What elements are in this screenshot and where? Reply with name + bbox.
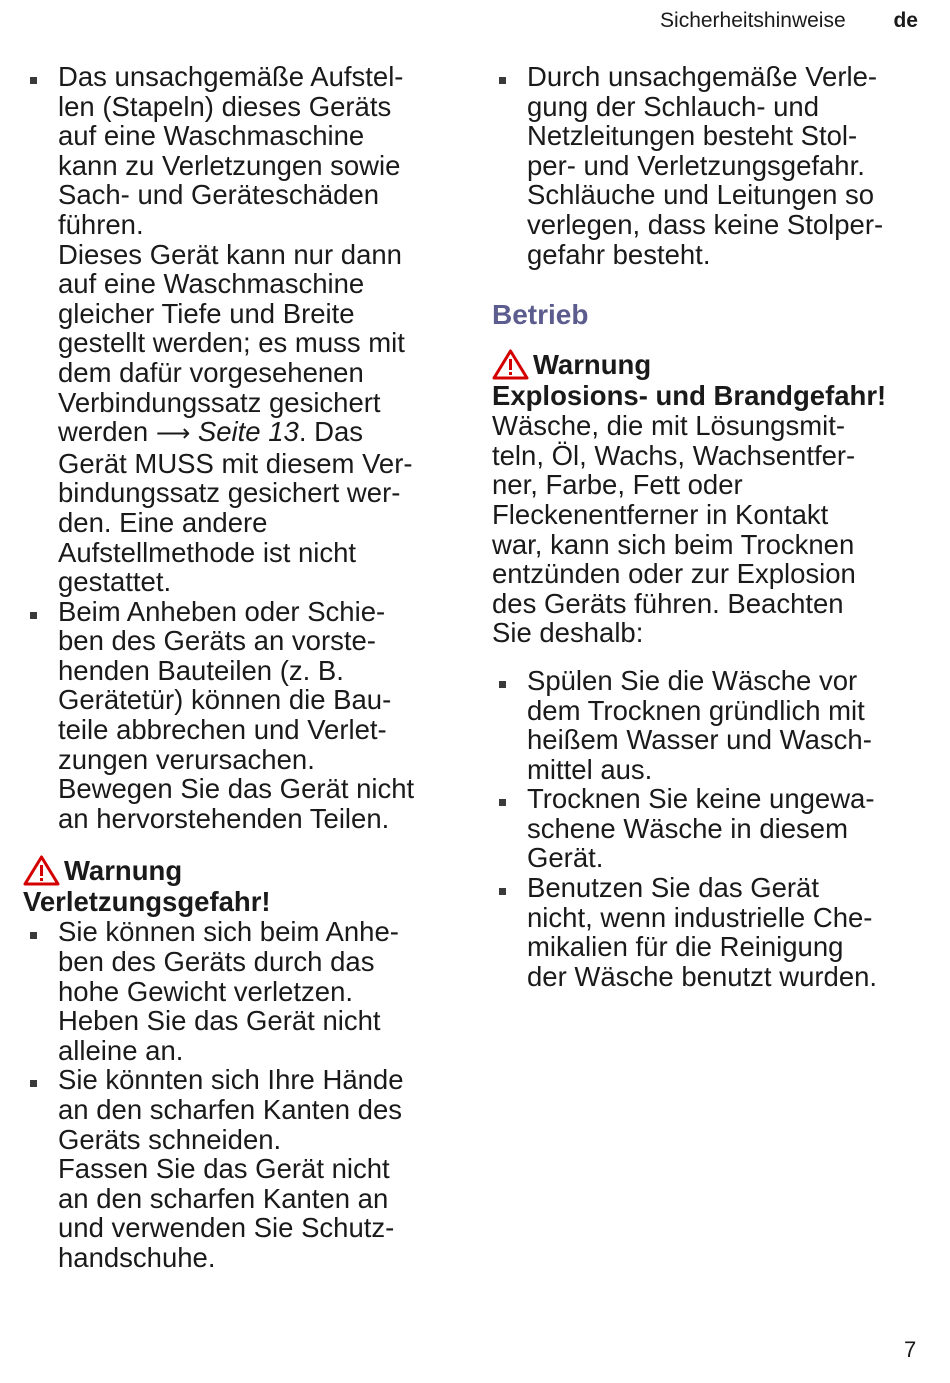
list-item-text: Durch unsachgemäße Verle- gung der Schlauch- und Netzleitungen besteht Stol- per- und Verletzungsgefahr. Schläuche und Leitungen so verlegen, dass keine Stolper- gefahr besteht. — [527, 61, 884, 270]
square-bullet-icon — [499, 681, 506, 688]
list-item-text: Beim Anheben oder Schie- ben des Geräts an vorste- henden Bauteilen (z. B. Gerätetür) können die Bau- teile abbrechen und Verlet- zungen verursachen. Bewegen Sie das Gerät nicht an hervorstehenden Teilen. — [58, 595, 415, 834]
warning-heading — [492, 349, 932, 380]
left-column — [23, 62, 463, 1273]
list-item-text: Sie könnten sich Ihre Hände an den scharfen Kanten des Geräts schneiden. Fassen Sie das Gerät nicht an den scharfen Kanten an und verwenden Sie Schutz- handschuhe. — [58, 1064, 404, 1273]
square-bullet-icon — [30, 932, 37, 939]
page-reference-link[interactable]: Seite 13 — [197, 416, 299, 448]
page-header — [660, 9, 918, 33]
list-item — [23, 597, 463, 834]
square-bullet-icon — [499, 888, 506, 895]
list-item — [492, 666, 932, 784]
list-item-text: Trocknen Sie keine ungewa- schene Wäsche in diesem Gerät. — [527, 783, 875, 874]
header-language: de — [893, 9, 918, 32]
list-item — [23, 917, 463, 1065]
warning-subtitle: Explosions- und Brandgefahr! — [492, 380, 887, 412]
list-item — [23, 1065, 463, 1272]
list-item-text: Sie können sich beim Anhe- ben des Geräts durch das hohe Gewicht verletzen. Heben Sie das Gerät nicht alleine an. — [58, 916, 399, 1066]
warning-triangle-icon — [23, 855, 60, 886]
stacking-warning-text: Das unsachgemäße Aufstel- len (Stapeln) dieses Geräts auf eine Waschmaschine kann zu Verletzungen sowie Sach- und Geräteschäden führen. Dieses Gerät kann nur dann auf eine Waschmaschine gleicher Tiefe und Breite gestellt werden; es muss mit dem dafür vorgesehenen Verbindungssatz gesichert — [58, 61, 405, 418]
page-number: 7 — [904, 1337, 917, 1362]
list-item-text: Benutzen Sie das Gerät nicht, wenn industrielle Che- mikalien für die Reinigung der Wäsche benutzt wurden. — [527, 872, 878, 992]
warning-heading — [23, 855, 463, 886]
warning-body: Wäsche, die mit Lösungsmit- teln, Öl, Wachs, Wachsentfer- ner, Farbe, Fett oder Fleckenentferner in Kontakt war, kann sich beim Trocknen entzünden oder zur Explosion des Geräts führen. Beachten Sie deshalb: — [492, 410, 856, 649]
werden-text: werden — [58, 416, 149, 448]
square-bullet-icon — [499, 77, 506, 84]
list-item — [23, 62, 463, 597]
square-bullet-icon — [30, 77, 37, 84]
right-column — [492, 62, 932, 991]
square-bullet-icon — [499, 799, 506, 806]
stacking-warning-text-cont: . Das Gerät MUSS mit diesem Ver- bindungssatz gesichert wer- den. Eine andere Aufstellmethode ist nicht gestattet. — [58, 416, 413, 598]
warning-triangle-icon — [492, 349, 529, 380]
list-item-text: Spülen Sie die Wäsche vor dem Trocknen gründlich mit heißem Wasser und Wasch- mittel aus. — [527, 664, 872, 785]
arrow-right-icon: ⟶ — [155, 420, 191, 448]
warning-subtitle: Verletzungsgefahr! — [23, 886, 271, 918]
list-item — [492, 784, 932, 873]
square-bullet-icon — [30, 612, 37, 619]
square-bullet-icon — [30, 1080, 37, 1087]
header-section-title: Sicherheitshinweise — [660, 9, 846, 32]
warning-label: Warnung — [533, 349, 652, 381]
list-item — [492, 62, 932, 269]
list-item — [492, 873, 932, 991]
section-title-betrieb: Betrieb — [492, 299, 589, 331]
warning-label: Warnung — [64, 855, 183, 887]
